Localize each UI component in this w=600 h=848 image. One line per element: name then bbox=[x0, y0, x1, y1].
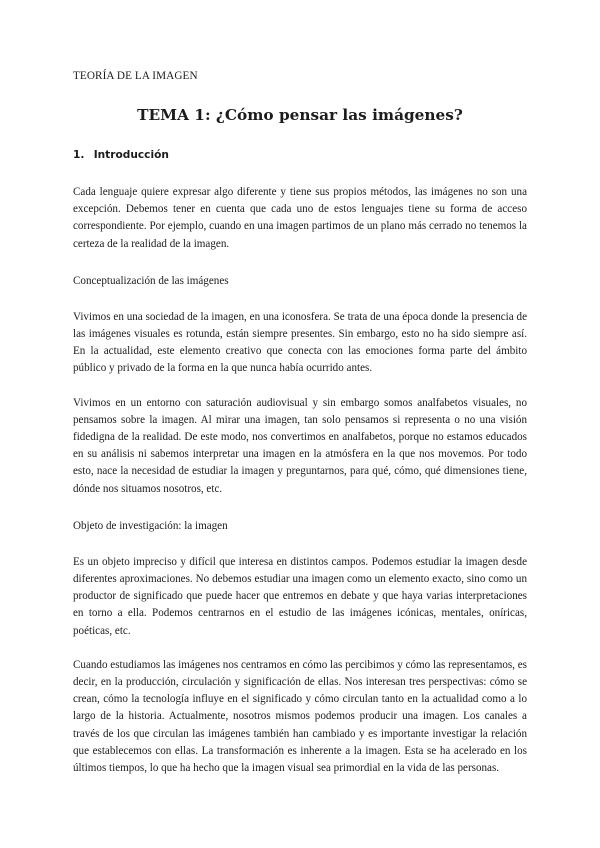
paragraph: Vivimos en una sociedad de la imagen, en una iconosfera. Se trata de una época donde la presencia de las imágenes visuales es rotunda, están siempre presentes. Sin embargo, esto no ha sido siempre así. En la actualidad, este elemento creativo que conecta con las emociones forma parte del ámbito público y privado de la forma en la que nunca había ocurrido antes. bbox=[73, 310, 527, 375]
paragraph: Es un objeto impreciso y difícil que interesa en distintos campos. Podemos estudiar la imagen desde diferentes aproximaciones. No debemos estudiar una imagen como un elemento exacto, sino como un productor de significado que puede hacer que entremos en debate y que haya varias interpretaciones en torno a ella. Podemos centrarnos en el estudio de las imágenes icónicas, mentales, oníricas, poéticas, etc. bbox=[73, 555, 527, 637]
section-label: Introducción bbox=[93, 149, 169, 161]
document-header: TEORÍA DE LA IMAGEN bbox=[73, 70, 198, 82]
section-heading bbox=[73, 149, 527, 161]
section-number: 1. bbox=[73, 149, 85, 161]
paragraph: Vivimos en un entorno con saturación audiovisual y sin embargo somos analfabetos visuales, no pensamos sobre la imagen. Al mirar una imagen, tan solo pensamos si representa o no una visión fidedigna de la realidad. De este modo, nos convertimos en analfabetos, porque no estamos educados en su análisis ni sabemos interpretar una imagen en la atmósfera en la que nos movemos. Por todo esto, nace la necesidad de estudiar la imagen y preguntarnos, para qué, cómo, qué dimensiones tiene, dónde nos situamos nosotros, etc. bbox=[73, 396, 527, 495]
subheading-conceptualization: Conceptualización de las imágenes bbox=[73, 274, 229, 287]
paragraph: Cuando estudiamos las imágenes nos centramos en cómo las percibimos y cómo las representamos, es decir, en la producción, circulación y significación de ellas. Nos interesan tres perspectivas: cómo se crean, cómo la tecnología influye en el significado y cómo circulan tanto en la actualidad como a lo largo de la historia. Actualmente, nosotros mismos podemos producir una imagen. Los canales a través de los que circulan las imágenes también han cambiado y es importante investigar la relación que establecemos con ellas. La transformación es inherente a la imagen. Esta se ha acelerado en los últimos tiempos, lo que ha hecho que la imagen visual sea primordial en la vida de las personas. bbox=[73, 658, 527, 775]
subheading-research-object: Objeto de investigación: la imagen bbox=[73, 519, 228, 532]
page-title: TEMA 1: ¿Cómo pensar las imágenes? bbox=[137, 106, 463, 124]
intro-paragraph: Cada lenguaje quiere expresar algo diferente y tiene sus propios métodos, las imágenes no son una excepción. Debemos tener en cuenta que cada uno de estos lenguajes tiene su forma de acceso correspondiente. Por ejemplo, cuando en una imagen partimos de un plano más cerrado no tenemos la certeza de la realidad de la imagen. bbox=[73, 186, 527, 250]
